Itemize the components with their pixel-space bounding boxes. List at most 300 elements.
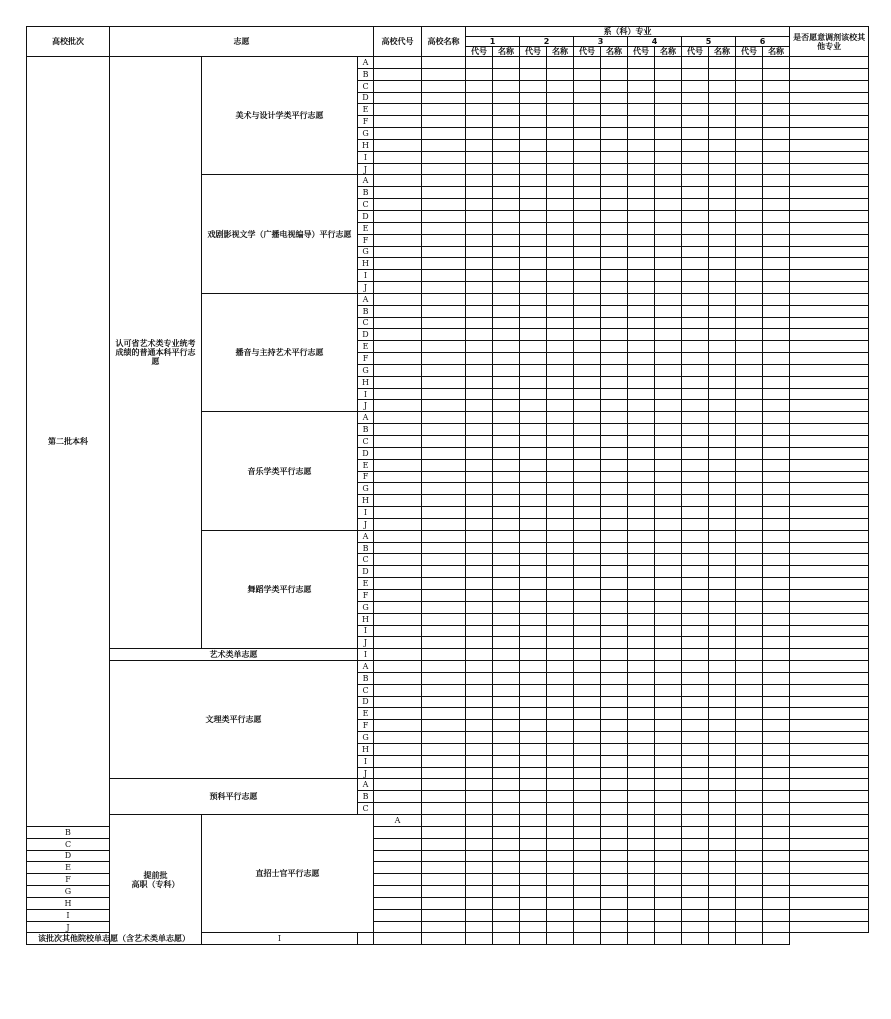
entry-cell[interactable] — [574, 838, 601, 850]
entry-cell[interactable] — [547, 933, 574, 945]
entry-cell[interactable] — [493, 364, 520, 376]
entry-cell[interactable] — [374, 376, 422, 388]
entry-cell[interactable] — [628, 246, 655, 258]
entry-cell[interactable] — [628, 578, 655, 590]
entry-cell[interactable] — [709, 720, 736, 732]
entry-cell[interactable] — [374, 838, 422, 850]
entry-cell[interactable] — [628, 163, 655, 175]
entry-cell[interactable] — [466, 210, 493, 222]
entry-cell[interactable] — [374, 507, 422, 519]
entry-cell[interactable] — [628, 601, 655, 613]
entry-cell[interactable] — [466, 258, 493, 270]
entry-cell[interactable] — [466, 720, 493, 732]
entry-cell[interactable] — [736, 282, 763, 294]
entry-cell[interactable] — [493, 732, 520, 744]
entry-cell[interactable] — [790, 803, 869, 815]
entry-cell[interactable] — [682, 897, 709, 909]
entry-cell[interactable] — [466, 246, 493, 258]
entry-cell[interactable] — [736, 566, 763, 578]
entry-cell[interactable] — [374, 566, 422, 578]
entry-cell[interactable] — [655, 838, 682, 850]
entry-cell[interactable] — [601, 341, 628, 353]
entry-cell[interactable] — [628, 862, 655, 874]
entry-cell[interactable] — [466, 293, 493, 305]
entry-cell[interactable] — [790, 471, 869, 483]
entry-cell[interactable] — [422, 495, 466, 507]
entry-cell[interactable] — [682, 424, 709, 436]
entry-cell[interactable] — [601, 424, 628, 436]
entry-cell[interactable] — [655, 187, 682, 199]
entry-cell[interactable] — [374, 649, 422, 661]
entry-cell[interactable] — [422, 163, 466, 175]
entry-cell[interactable] — [422, 886, 466, 898]
entry-cell[interactable] — [682, 412, 709, 424]
entry-cell[interactable] — [628, 696, 655, 708]
entry-cell[interactable] — [763, 436, 790, 448]
entry-cell[interactable] — [628, 234, 655, 246]
entry-cell[interactable] — [422, 815, 466, 827]
entry-cell[interactable] — [790, 779, 869, 791]
entry-cell[interactable] — [374, 886, 422, 898]
entry-cell[interactable] — [493, 317, 520, 329]
entry-cell[interactable] — [466, 601, 493, 613]
entry-cell[interactable] — [655, 720, 682, 732]
entry-cell[interactable] — [574, 874, 601, 886]
entry-cell[interactable] — [601, 566, 628, 578]
entry-cell[interactable] — [520, 755, 547, 767]
entry-cell[interactable] — [374, 151, 422, 163]
entry-cell[interactable] — [493, 151, 520, 163]
entry-cell[interactable] — [682, 175, 709, 187]
entry-cell[interactable] — [709, 507, 736, 519]
entry-cell[interactable] — [790, 661, 869, 673]
entry-cell[interactable] — [763, 258, 790, 270]
entry-cell[interactable] — [466, 234, 493, 246]
entry-cell[interactable] — [520, 222, 547, 234]
entry-cell[interactable] — [547, 897, 574, 909]
entry-cell[interactable] — [628, 613, 655, 625]
entry-cell[interactable] — [736, 234, 763, 246]
entry-cell[interactable] — [374, 743, 422, 755]
entry-cell[interactable] — [422, 199, 466, 211]
entry-cell[interactable] — [682, 234, 709, 246]
entry-cell[interactable] — [547, 175, 574, 187]
entry-cell[interactable] — [736, 589, 763, 601]
entry-cell[interactable] — [682, 850, 709, 862]
entry-cell[interactable] — [628, 175, 655, 187]
entry-cell[interactable] — [682, 779, 709, 791]
entry-cell[interactable] — [790, 364, 869, 376]
entry-cell[interactable] — [547, 862, 574, 874]
entry-cell[interactable] — [466, 767, 493, 779]
entry-cell[interactable] — [709, 862, 736, 874]
entry-cell[interactable] — [709, 791, 736, 803]
entry-cell[interactable] — [682, 128, 709, 140]
entry-cell[interactable] — [628, 566, 655, 578]
entry-cell[interactable] — [520, 696, 547, 708]
entry-cell[interactable] — [763, 767, 790, 779]
entry-cell[interactable] — [736, 661, 763, 673]
entry-cell[interactable] — [466, 589, 493, 601]
entry-cell[interactable] — [574, 258, 601, 270]
entry-cell[interactable] — [736, 743, 763, 755]
entry-cell[interactable] — [466, 649, 493, 661]
entry-cell[interactable] — [790, 554, 869, 566]
entry-cell[interactable] — [601, 826, 628, 838]
entry-cell[interactable] — [520, 483, 547, 495]
entry-cell[interactable] — [763, 886, 790, 898]
entry-cell[interactable] — [709, 495, 736, 507]
entry-cell[interactable] — [790, 518, 869, 530]
entry-cell[interactable] — [709, 850, 736, 862]
entry-cell[interactable] — [374, 684, 422, 696]
entry-cell[interactable] — [601, 210, 628, 222]
entry-cell[interactable] — [682, 139, 709, 151]
entry-cell[interactable] — [655, 897, 682, 909]
entry-cell[interactable] — [790, 388, 869, 400]
entry-cell[interactable] — [466, 222, 493, 234]
entry-cell[interactable] — [682, 862, 709, 874]
entry-cell[interactable] — [574, 412, 601, 424]
entry-cell[interactable] — [709, 139, 736, 151]
entry-cell[interactable] — [493, 909, 520, 921]
entry-cell[interactable] — [682, 483, 709, 495]
entry-cell[interactable] — [682, 329, 709, 341]
entry-cell[interactable] — [493, 542, 520, 554]
entry-cell[interactable] — [422, 364, 466, 376]
entry-cell[interactable] — [547, 376, 574, 388]
entry-cell[interactable] — [709, 104, 736, 116]
entry-cell[interactable] — [790, 341, 869, 353]
entry-cell[interactable] — [790, 530, 869, 542]
entry-cell[interactable] — [374, 210, 422, 222]
entry-cell[interactable] — [493, 139, 520, 151]
entry-cell[interactable] — [520, 495, 547, 507]
entry-cell[interactable] — [763, 696, 790, 708]
entry-cell[interactable] — [655, 68, 682, 80]
entry-cell[interactable] — [547, 542, 574, 554]
entry-cell[interactable] — [547, 909, 574, 921]
entry-cell[interactable] — [655, 104, 682, 116]
entry-cell[interactable] — [628, 838, 655, 850]
entry-cell[interactable] — [736, 554, 763, 566]
entry-cell[interactable] — [790, 376, 869, 388]
entry-cell[interactable] — [709, 447, 736, 459]
entry-cell[interactable] — [709, 329, 736, 341]
entry-cell[interactable] — [763, 199, 790, 211]
entry-cell[interactable] — [682, 222, 709, 234]
entry-cell[interactable] — [628, 661, 655, 673]
entry-cell[interactable] — [736, 447, 763, 459]
entry-cell[interactable] — [466, 459, 493, 471]
entry-cell[interactable] — [466, 270, 493, 282]
entry-cell[interactable] — [790, 282, 869, 294]
entry-cell[interactable] — [790, 672, 869, 684]
entry-cell[interactable] — [655, 424, 682, 436]
entry-cell[interactable] — [466, 447, 493, 459]
entry-cell[interactable] — [763, 625, 790, 637]
entry-cell[interactable] — [709, 305, 736, 317]
entry-cell[interactable] — [493, 518, 520, 530]
entry-cell[interactable] — [574, 139, 601, 151]
entry-cell[interactable] — [790, 163, 869, 175]
entry-cell[interactable] — [763, 495, 790, 507]
entry-cell[interactable] — [466, 364, 493, 376]
entry-cell[interactable] — [655, 329, 682, 341]
entry-cell[interactable] — [601, 353, 628, 365]
entry-cell[interactable] — [493, 199, 520, 211]
entry-cell[interactable] — [422, 755, 466, 767]
entry-cell[interactable] — [763, 483, 790, 495]
entry-cell[interactable] — [493, 447, 520, 459]
entry-cell[interactable] — [520, 803, 547, 815]
entry-cell[interactable] — [601, 471, 628, 483]
entry-cell[interactable] — [466, 886, 493, 898]
entry-cell[interactable] — [655, 649, 682, 661]
entry-cell[interactable] — [682, 388, 709, 400]
entry-cell[interactable] — [466, 305, 493, 317]
entry-cell[interactable] — [736, 850, 763, 862]
entry-cell[interactable] — [601, 436, 628, 448]
entry-cell[interactable] — [493, 803, 520, 815]
entry-cell[interactable] — [374, 128, 422, 140]
entry-cell[interactable] — [736, 388, 763, 400]
entry-cell[interactable] — [655, 874, 682, 886]
entry-cell[interactable] — [374, 388, 422, 400]
entry-cell[interactable] — [736, 329, 763, 341]
entry-cell[interactable] — [628, 933, 655, 945]
entry-cell[interactable] — [790, 270, 869, 282]
entry-cell[interactable] — [601, 897, 628, 909]
entry-cell[interactable] — [574, 803, 601, 815]
entry-cell[interactable] — [682, 542, 709, 554]
entry-cell[interactable] — [466, 566, 493, 578]
entry-cell[interactable] — [520, 104, 547, 116]
entry-cell[interactable] — [374, 436, 422, 448]
entry-cell[interactable] — [493, 696, 520, 708]
entry-cell[interactable] — [574, 542, 601, 554]
entry-cell[interactable] — [374, 364, 422, 376]
entry-cell[interactable] — [374, 317, 422, 329]
entry-cell[interactable] — [763, 554, 790, 566]
entry-cell[interactable] — [574, 199, 601, 211]
entry-cell[interactable] — [466, 554, 493, 566]
entry-cell[interactable] — [790, 720, 869, 732]
entry-cell[interactable] — [628, 767, 655, 779]
entry-cell[interactable] — [763, 566, 790, 578]
entry-cell[interactable] — [547, 163, 574, 175]
entry-cell[interactable] — [790, 317, 869, 329]
entry-cell[interactable] — [655, 743, 682, 755]
entry-cell[interactable] — [655, 554, 682, 566]
entry-cell[interactable] — [763, 815, 790, 827]
entry-cell[interactable] — [655, 815, 682, 827]
entry-cell[interactable] — [358, 933, 374, 945]
entry-cell[interactable] — [763, 246, 790, 258]
entry-cell[interactable] — [493, 897, 520, 909]
entry-cell[interactable] — [374, 625, 422, 637]
entry-cell[interactable] — [466, 57, 493, 69]
entry-cell[interactable] — [547, 779, 574, 791]
entry-cell[interactable] — [655, 376, 682, 388]
entry-cell[interactable] — [574, 518, 601, 530]
entry-cell[interactable] — [682, 921, 709, 933]
entry-cell[interactable] — [601, 518, 628, 530]
entry-cell[interactable] — [574, 116, 601, 128]
entry-cell[interactable] — [547, 341, 574, 353]
entry-cell[interactable] — [682, 151, 709, 163]
entry-cell[interactable] — [601, 246, 628, 258]
entry-cell[interactable] — [601, 199, 628, 211]
entry-cell[interactable] — [736, 815, 763, 827]
entry-cell[interactable] — [574, 672, 601, 684]
entry-cell[interactable] — [374, 803, 422, 815]
entry-cell[interactable] — [374, 661, 422, 673]
entry-cell[interactable] — [655, 364, 682, 376]
entry-cell[interactable] — [601, 554, 628, 566]
entry-cell[interactable] — [736, 246, 763, 258]
entry-cell[interactable] — [466, 92, 493, 104]
entry-cell[interactable] — [736, 364, 763, 376]
entry-cell[interactable] — [628, 317, 655, 329]
entry-cell[interactable] — [790, 246, 869, 258]
entry-cell[interactable] — [736, 187, 763, 199]
entry-cell[interactable] — [547, 400, 574, 412]
entry-cell[interactable] — [422, 317, 466, 329]
entry-cell[interactable] — [601, 175, 628, 187]
entry-cell[interactable] — [736, 400, 763, 412]
entry-cell[interactable] — [628, 305, 655, 317]
entry-cell[interactable] — [763, 305, 790, 317]
entry-cell[interactable] — [628, 364, 655, 376]
entry-cell[interactable] — [628, 459, 655, 471]
entry-cell[interactable] — [682, 613, 709, 625]
entry-cell[interactable] — [655, 779, 682, 791]
entry-cell[interactable] — [628, 720, 655, 732]
entry-cell[interactable] — [628, 886, 655, 898]
entry-cell[interactable] — [547, 128, 574, 140]
entry-cell[interactable] — [493, 601, 520, 613]
entry-cell[interactable] — [601, 791, 628, 803]
entry-cell[interactable] — [709, 364, 736, 376]
entry-cell[interactable] — [374, 933, 422, 945]
entry-cell[interactable] — [601, 92, 628, 104]
entry-cell[interactable] — [628, 388, 655, 400]
entry-cell[interactable] — [655, 412, 682, 424]
entry-cell[interactable] — [574, 933, 601, 945]
entry-cell[interactable] — [628, 270, 655, 282]
entry-cell[interactable] — [682, 589, 709, 601]
entry-cell[interactable] — [547, 921, 574, 933]
entry-cell[interactable] — [374, 613, 422, 625]
entry-cell[interactable] — [736, 542, 763, 554]
entry-cell[interactable] — [763, 613, 790, 625]
entry-cell[interactable] — [655, 826, 682, 838]
entry-cell[interactable] — [547, 293, 574, 305]
entry-cell[interactable] — [374, 874, 422, 886]
entry-cell[interactable] — [763, 672, 790, 684]
entry-cell[interactable] — [374, 696, 422, 708]
entry-cell[interactable] — [790, 175, 869, 187]
entry-cell[interactable] — [682, 661, 709, 673]
entry-cell[interactable] — [520, 376, 547, 388]
entry-cell[interactable] — [736, 507, 763, 519]
entry-cell[interactable] — [520, 909, 547, 921]
entry-cell[interactable] — [493, 92, 520, 104]
entry-cell[interactable] — [736, 921, 763, 933]
entry-cell[interactable] — [493, 388, 520, 400]
entry-cell[interactable] — [655, 803, 682, 815]
entry-cell[interactable] — [790, 542, 869, 554]
entry-cell[interactable] — [574, 897, 601, 909]
entry-cell[interactable] — [736, 317, 763, 329]
entry-cell[interactable] — [736, 601, 763, 613]
entry-cell[interactable] — [422, 661, 466, 673]
entry-cell[interactable] — [655, 353, 682, 365]
entry-cell[interactable] — [655, 684, 682, 696]
entry-cell[interactable] — [547, 767, 574, 779]
entry-cell[interactable] — [763, 649, 790, 661]
entry-cell[interactable] — [520, 187, 547, 199]
entry-cell[interactable] — [493, 933, 520, 945]
entry-cell[interactable] — [574, 210, 601, 222]
entry-cell[interactable] — [466, 317, 493, 329]
entry-cell[interactable] — [736, 222, 763, 234]
entry-cell[interactable] — [682, 258, 709, 270]
entry-cell[interactable] — [601, 886, 628, 898]
entry-cell[interactable] — [790, 151, 869, 163]
entry-cell[interactable] — [493, 187, 520, 199]
entry-cell[interactable] — [763, 874, 790, 886]
entry-cell[interactable] — [736, 424, 763, 436]
entry-cell[interactable] — [682, 163, 709, 175]
entry-cell[interactable] — [374, 175, 422, 187]
entry-cell[interactable] — [628, 400, 655, 412]
entry-cell[interactable] — [422, 732, 466, 744]
entry-cell[interactable] — [736, 886, 763, 898]
entry-cell[interactable] — [655, 80, 682, 92]
entry-cell[interactable] — [790, 708, 869, 720]
entry-cell[interactable] — [466, 341, 493, 353]
entry-cell[interactable] — [790, 815, 869, 827]
entry-cell[interactable] — [574, 779, 601, 791]
entry-cell[interactable] — [628, 92, 655, 104]
entry-cell[interactable] — [493, 649, 520, 661]
entry-cell[interactable] — [763, 601, 790, 613]
entry-cell[interactable] — [520, 210, 547, 222]
entry-cell[interactable] — [763, 92, 790, 104]
entry-cell[interactable] — [422, 128, 466, 140]
entry-cell[interactable] — [709, 199, 736, 211]
entry-cell[interactable] — [574, 815, 601, 827]
entry-cell[interactable] — [655, 341, 682, 353]
entry-cell[interactable] — [374, 293, 422, 305]
entry-cell[interactable] — [655, 909, 682, 921]
entry-cell[interactable] — [790, 921, 869, 933]
entry-cell[interactable] — [709, 684, 736, 696]
entry-cell[interactable] — [520, 625, 547, 637]
entry-cell[interactable] — [547, 305, 574, 317]
entry-cell[interactable] — [655, 850, 682, 862]
entry-cell[interactable] — [547, 104, 574, 116]
entry-cell[interactable] — [374, 353, 422, 365]
entry-cell[interactable] — [466, 933, 493, 945]
entry-cell[interactable] — [736, 104, 763, 116]
entry-cell[interactable] — [709, 613, 736, 625]
entry-cell[interactable] — [574, 436, 601, 448]
entry-cell[interactable] — [709, 518, 736, 530]
entry-cell[interactable] — [736, 637, 763, 649]
